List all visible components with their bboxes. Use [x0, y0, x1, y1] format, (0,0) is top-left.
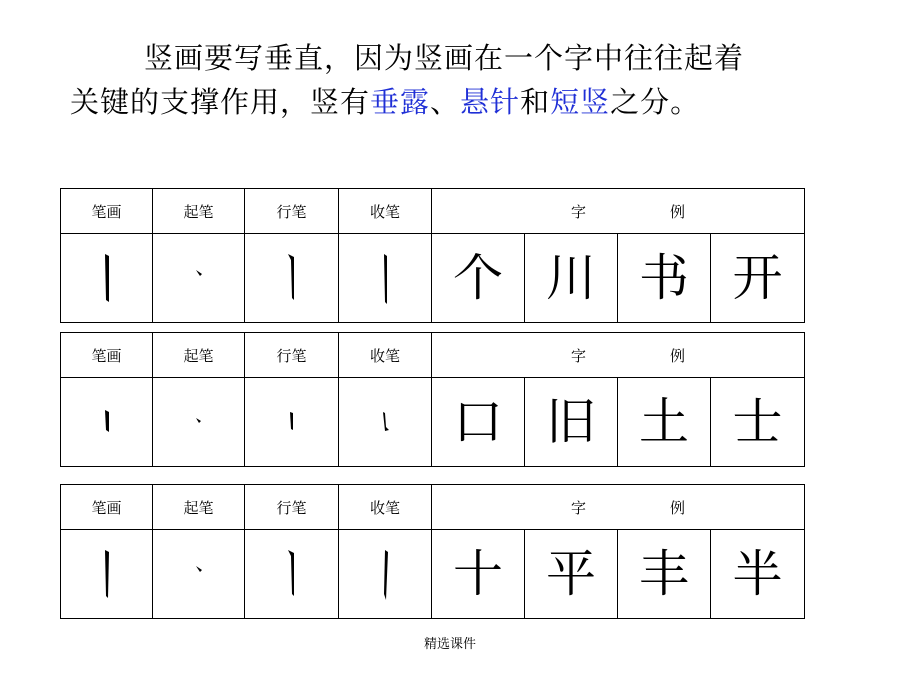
- example-char: 开: [711, 234, 805, 323]
- stroke-table-1: [60, 188, 805, 323]
- header-start: 起笔: [153, 485, 245, 530]
- example-char: 书: [618, 234, 711, 323]
- separator: 和: [520, 85, 551, 119]
- header-end: 收笔: [339, 189, 432, 234]
- header-stroke: 笔画: [61, 333, 153, 378]
- example-char: 旧: [525, 378, 618, 467]
- header-stroke: 笔画: [61, 189, 153, 234]
- intro-line-1: 竖画要写垂直，因为竖画在一个字中往往起着: [144, 41, 745, 75]
- stroke-illustration: [61, 378, 153, 467]
- header-examples-b: 例: [670, 346, 686, 365]
- stroke-illustration: [61, 530, 153, 619]
- separator: 、: [430, 85, 461, 119]
- start-illustration: [153, 234, 245, 323]
- body-row: [61, 378, 805, 467]
- header-stroke: 笔画: [61, 485, 153, 530]
- header-examples-b: 例: [670, 202, 686, 221]
- header-move: 行笔: [245, 189, 339, 234]
- example-char: 川: [525, 234, 618, 323]
- intro-line-2: [70, 80, 870, 124]
- header-end: 收笔: [339, 333, 432, 378]
- example-char: 个: [432, 234, 525, 323]
- header-row: [61, 189, 805, 234]
- example-char: 口: [432, 378, 525, 467]
- footer-label: 精选课件: [423, 637, 476, 652]
- header-examples-b: 例: [670, 498, 686, 517]
- example-char: 士: [711, 378, 805, 467]
- end-illustration: [339, 378, 432, 467]
- end-illustration: [339, 530, 432, 619]
- header-examples: [432, 189, 805, 234]
- header-examples-a: 字: [571, 498, 587, 517]
- header-examples-a: 字: [571, 346, 587, 365]
- header-row: [61, 333, 805, 378]
- example-char: 十: [432, 530, 525, 619]
- term-duanshu: 短竖: [550, 85, 611, 119]
- header-examples: [432, 333, 805, 378]
- header-start: 起笔: [153, 333, 245, 378]
- intro-end: 之分。: [610, 85, 701, 119]
- stroke-illustration: [61, 234, 153, 323]
- start-illustration: [153, 530, 245, 619]
- move-illustration: [245, 378, 339, 467]
- intro-paragraph: [70, 36, 870, 124]
- header-move: 行笔: [245, 333, 339, 378]
- example-char: 半: [711, 530, 805, 619]
- stroke-table-2: [60, 332, 805, 467]
- header-move: 行笔: [245, 485, 339, 530]
- term-chuilu: 垂露: [370, 85, 431, 119]
- example-char: 平: [525, 530, 618, 619]
- stroke-table-3: [60, 484, 805, 619]
- move-illustration: [245, 530, 339, 619]
- example-char: 丰: [618, 530, 711, 619]
- header-examples: [432, 485, 805, 530]
- example-char: 土: [618, 378, 711, 467]
- start-illustration: [153, 378, 245, 467]
- term-xuanzhen: 悬针: [460, 85, 521, 119]
- end-illustration: [339, 234, 432, 323]
- header-start: 起笔: [153, 189, 245, 234]
- header-end: 收笔: [339, 485, 432, 530]
- header-row: [61, 485, 805, 530]
- move-illustration: [245, 234, 339, 323]
- header-examples-a: 字: [571, 202, 587, 221]
- body-row: [61, 530, 805, 619]
- intro-text: 关键的支撑作用，竖有: [70, 85, 371, 119]
- body-row: [61, 234, 805, 323]
